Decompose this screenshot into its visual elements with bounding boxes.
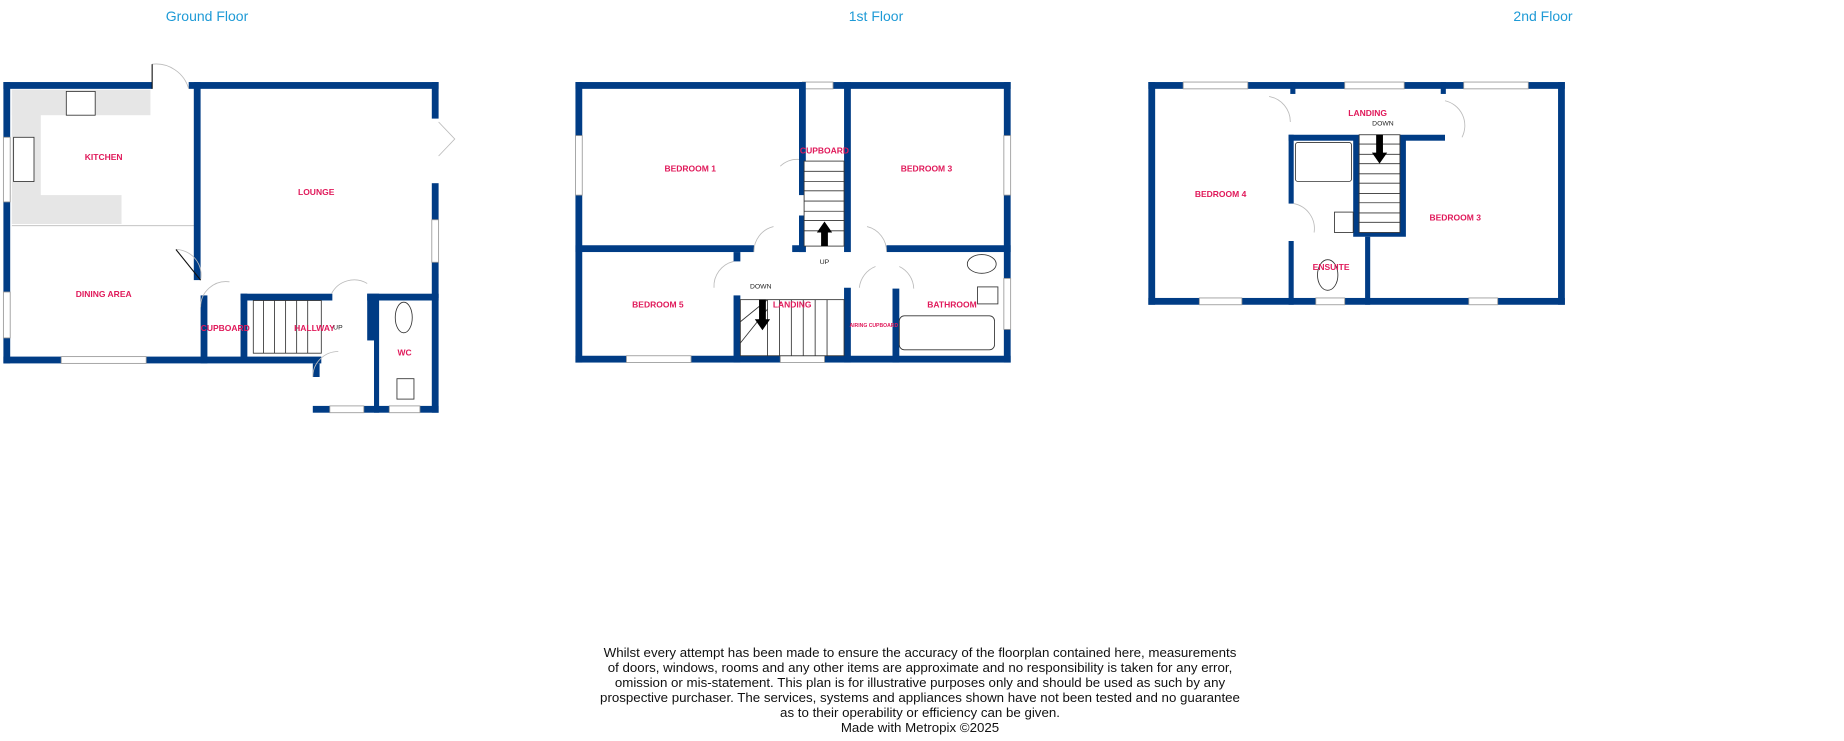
stairs-up-label: UP bbox=[819, 258, 830, 266]
room-label-ensuite: ENSUITE bbox=[1312, 261, 1350, 272]
floor-title-ground: Ground Floor bbox=[165, 8, 249, 24]
room-label-bedroom-4: BEDROOM 4 bbox=[1194, 188, 1247, 199]
room-label-landing: LANDING bbox=[772, 299, 812, 310]
disclaimer bbox=[560, 645, 1280, 735]
room-label-hallway: HALLWAY bbox=[294, 323, 335, 334]
room-label-cupboard: CUPBOARD bbox=[200, 323, 250, 334]
toilet-icon bbox=[395, 302, 412, 333]
second-floor-stairs bbox=[1359, 135, 1400, 233]
room-label-dining-area: DINING AREA bbox=[75, 289, 132, 300]
basin-icon bbox=[1335, 212, 1354, 232]
credit: Made with Metropix ©2025 bbox=[840, 720, 1000, 735]
shower-icon bbox=[1295, 142, 1351, 181]
disclaimer-line: omission or mis-statement. This plan is for illustrative purposes only and should be used as such by any bbox=[614, 675, 1226, 690]
first-floor-stairs-up bbox=[804, 161, 844, 246]
kitchen-counter bbox=[12, 195, 122, 224]
room-label-landing: LANDING bbox=[1348, 108, 1388, 119]
bath-icon bbox=[899, 316, 994, 350]
room-label-cupboard: CUPBOARD bbox=[799, 145, 850, 156]
room-label-bathroom: BATHROOM bbox=[927, 299, 977, 310]
second-floor-plan bbox=[1148, 82, 1565, 305]
basin-icon bbox=[978, 287, 998, 304]
first-floor-plan bbox=[575, 82, 1010, 363]
disclaimer-line: as to their operability or efficiency can be given. bbox=[780, 705, 1060, 720]
room-label-airing-cupboard: AIRING CUPBOARD bbox=[849, 322, 899, 329]
floor-title-first: 1st Floor bbox=[848, 8, 904, 24]
room-label-bedroom-3: BEDROOM 3 bbox=[900, 163, 953, 174]
sink-icon bbox=[14, 137, 34, 181]
room-label-bedroom-5: BEDROOM 5 bbox=[632, 299, 684, 310]
toilet-icon bbox=[967, 255, 996, 274]
disclaimer-line: Whilst every attempt has been made to ensure the accuracy of the floorplan contained here, measurements bbox=[603, 645, 1237, 660]
stairs-up-label: UP bbox=[333, 324, 343, 332]
room-label-wc: WC bbox=[397, 347, 412, 358]
floor-title-second: 2nd Floor bbox=[1513, 8, 1573, 24]
basin-icon bbox=[397, 379, 414, 399]
hob-icon bbox=[66, 91, 95, 115]
stairs-down-label: DOWN bbox=[1372, 120, 1394, 128]
room-label-bedroom-3: BEDROOM 3 bbox=[1429, 212, 1481, 223]
stairs-down-label: DOWN bbox=[749, 283, 772, 291]
disclaimer-line: of doors, windows, rooms and any other items are approximate and no responsibility is taken for any error, bbox=[607, 660, 1233, 675]
ground-floor-plan bbox=[3, 64, 454, 413]
room-label-bedroom-1: BEDROOM 1 bbox=[664, 163, 716, 174]
room-label-lounge: LOUNGE bbox=[298, 187, 335, 198]
disclaimer-line: prospective purchaser. The services, systems and appliances shown have not been tested and no guarantee bbox=[600, 690, 1240, 705]
room-label-kitchen: KITCHEN bbox=[84, 152, 123, 163]
